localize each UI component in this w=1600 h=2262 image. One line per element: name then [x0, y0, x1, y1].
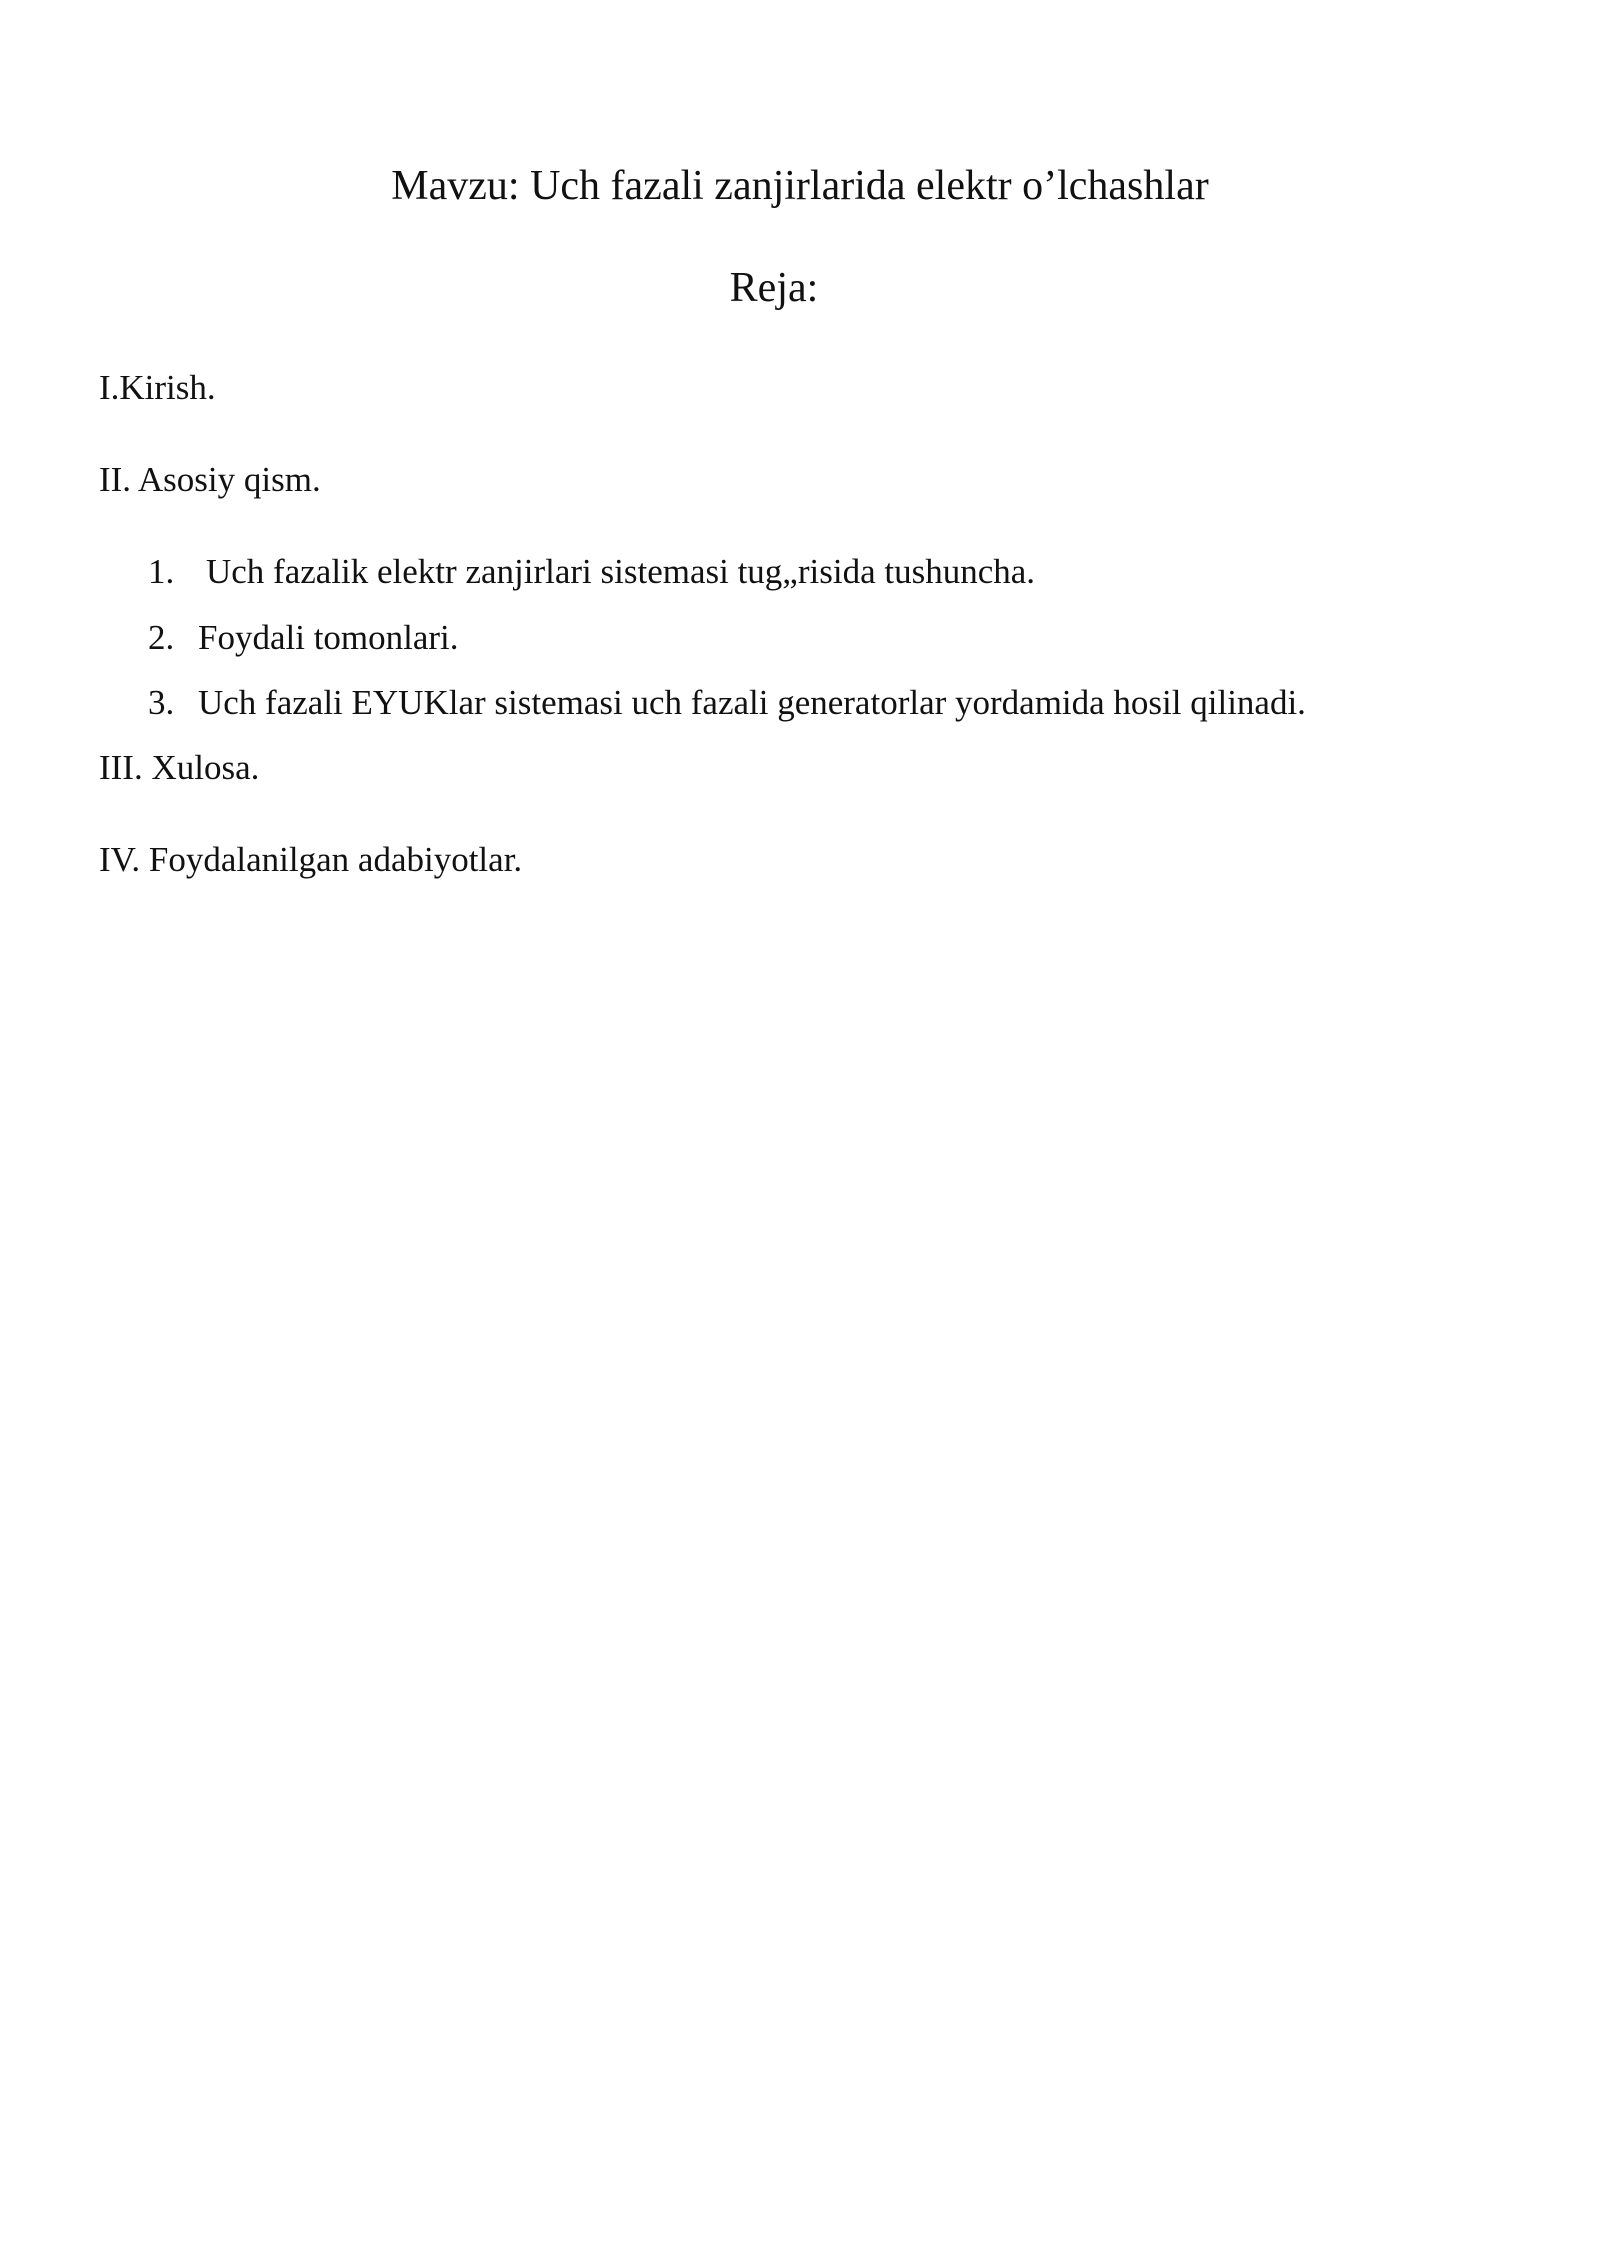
list-item-number: 1. — [148, 552, 175, 591]
document-title: Mavzu: Uch fazali zanjirlarida elektr o’lchashlar — [391, 163, 1209, 209]
list-item-text: Uch fazali EYUKlar sistemasi uch fazali generatorlar yordamida hosil qilinadi. — [198, 683, 1306, 722]
list-item-number: 2. — [148, 618, 175, 657]
plan-heading: Reja: — [729, 265, 819, 311]
list-item-text: Foydali tomonlari. — [198, 618, 459, 657]
section-conclusion: III. Xulosa. — [99, 748, 260, 787]
list-item — [148, 679, 1306, 727]
section-main-part: II. Asosiy qism. — [99, 460, 321, 499]
list-item — [148, 548, 1035, 596]
list-item-text: Uch fazalik elektr zanjirlari sistemasi tug„risida tushuncha. — [206, 552, 1036, 591]
list-item-number: 3. — [148, 683, 175, 722]
section-references: IV. Foydalanilgan adabiyotlar. — [99, 840, 523, 879]
list-item — [148, 614, 459, 662]
section-introduction: I.Kirish. — [99, 368, 216, 407]
